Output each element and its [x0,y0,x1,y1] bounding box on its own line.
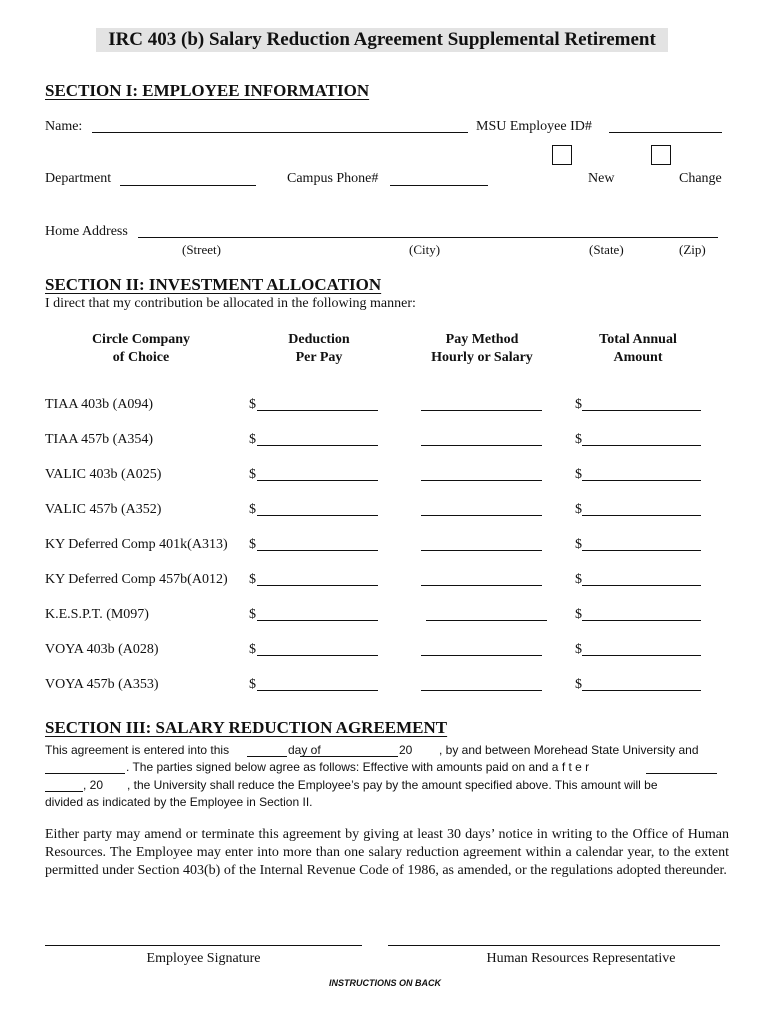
deduction-currency: $ [249,537,256,552]
deduction-currency: $ [249,397,256,412]
pay-method-field[interactable] [421,550,542,551]
company-option[interactable]: TIAA 457b (A354) [45,432,154,447]
pay-method-field[interactable] [426,620,547,621]
column-header-total-annual: Total Annual Amount [599,332,677,365]
section-1-heading: SECTION I: EMPLOYEE INFORMATION [45,81,370,100]
section-2-intro: I direct that my contribution be allocated in the following manner: [45,296,416,311]
employee-id-label: MSU Employee ID# [476,119,592,134]
pay-method-field[interactable] [421,515,542,516]
campus-phone-field[interactable] [390,185,488,186]
deduction-currency: $ [249,677,256,692]
column-header-company: Circle Company of Choice [91,332,191,365]
company-option[interactable]: VOYA 457b (A353) [45,677,159,692]
pay-method-field[interactable] [421,655,542,656]
agreement-text-1b: day of [288,743,321,757]
agreement-text-2a: . The parties signed below agree as follows: Effective with amounts paid on and a f t e r [126,760,590,774]
new-checkbox[interactable] [552,145,572,165]
total-annual-field[interactable] [582,620,701,621]
change-checkbox[interactable] [651,145,671,165]
deduction-currency: $ [249,572,256,587]
new-label: New [588,171,615,186]
name-label: Name: [45,119,83,134]
section-2-heading: SECTION II: INVESTMENT ALLOCATION [45,275,382,294]
deduction-field[interactable] [257,690,378,691]
total-annual-field[interactable] [582,410,701,411]
deduction-currency: $ [249,467,256,482]
total-annual-field[interactable] [582,445,701,446]
company-option[interactable]: VALIC 457b (A352) [45,502,162,517]
campus-phone-label: Campus Phone# [287,171,379,186]
agreement-text-3b: , the University shall reduce the Employee’s pay by the amount specified above. This amount will be [127,778,658,792]
agreement-day-field[interactable] [247,756,287,757]
total-currency: $ [575,677,582,692]
effective-date-field[interactable] [646,773,717,774]
effective-month-field[interactable] [45,791,83,792]
deduction-field[interactable] [257,480,378,481]
pay-method-field[interactable] [421,445,542,446]
department-label: Department [45,171,112,186]
agreement-text-3a: , 20 [83,778,104,792]
total-annual-field[interactable] [582,655,701,656]
street-caption: (Street) [182,242,221,257]
deduction-field[interactable] [257,445,378,446]
deduction-field[interactable] [257,410,378,411]
zip-caption: (Zip) [679,242,706,257]
section-3-heading: SECTION III: SALARY REDUCTION AGREEMENT [45,718,448,737]
agreement-blank-field[interactable] [45,773,125,774]
company-option[interactable]: VOYA 403b (A028) [45,642,159,657]
deduction-currency: $ [249,502,256,517]
company-option[interactable]: KY Deferred Comp 401k(A313) [45,537,228,552]
column-header-deduction: Deduction Per Pay [288,332,350,365]
total-currency: $ [575,642,582,657]
pay-method-field[interactable] [421,410,542,411]
agreement-text-1a: This agreement is entered into this [45,743,230,757]
total-currency: $ [575,432,582,447]
total-currency: $ [575,607,582,622]
deduction-field[interactable] [257,515,378,516]
hr-signature-line[interactable] [388,945,720,946]
deduction-currency: $ [249,607,256,622]
employee-signature-line[interactable] [45,945,362,946]
employee-id-field[interactable] [609,132,722,133]
deduction-field[interactable] [257,585,378,586]
home-address-field[interactable] [138,237,718,238]
deduction-field[interactable] [257,620,378,621]
total-annual-field[interactable] [582,480,701,481]
deduction-field[interactable] [257,550,378,551]
pay-method-field[interactable] [421,690,542,691]
deduction-field[interactable] [257,655,378,656]
company-option[interactable]: KY Deferred Comp 457b(A012) [45,572,228,587]
agreement-month-field[interactable] [300,756,398,757]
agreement-text-4: divided as indicated by the Employee in Section II. [45,795,313,809]
total-currency: $ [575,572,582,587]
deduction-currency: $ [249,642,256,657]
total-annual-field[interactable] [582,585,701,586]
total-currency: $ [575,502,582,517]
name-field[interactable] [92,132,468,133]
pay-method-field[interactable] [421,480,542,481]
total-annual-field[interactable] [582,515,701,516]
column-header-pay-method: Pay Method Hourly or Salary [431,332,533,365]
total-annual-field[interactable] [582,550,701,551]
agreement-text-1d: , by and between Morehead State University and [439,743,699,757]
form-title: IRC 403 (b) Salary Reduction Agreement Supplemental Retirement [96,28,668,52]
city-caption: (City) [409,242,441,257]
instructions-footer: INSTRUCTIONS ON BACK [329,978,441,988]
deduction-currency: $ [249,432,256,447]
agreement-text-1c: 20 [399,743,413,757]
home-address-label: Home Address [45,224,128,239]
employee-signature-label: Employee Signature [146,951,261,966]
hr-signature-label: Human Resources Representative [486,951,676,966]
total-currency: $ [575,397,582,412]
department-field[interactable] [120,185,256,186]
amendment-paragraph: Either party may amend or terminate this agreement by giving at least 30 days’ notice in writing to the Office of Human Resources. The Employee may enter into more than one salary reduction agreement within a calendar year, to the extent permitted under Section 403(b) of the Internal Revenue Code of 1986, as amended, or the regulations adopted thereunder. [45,827,729,878]
pay-method-field[interactable] [421,585,542,586]
total-annual-field[interactable] [582,690,701,691]
total-currency: $ [575,467,582,482]
company-option[interactable]: K.E.S.P.T. (M097) [45,607,149,622]
total-currency: $ [575,537,582,552]
company-option[interactable]: VALIC 403b (A025) [45,467,162,482]
change-label: Change [679,171,722,186]
company-option[interactable]: TIAA 403b (A094) [45,397,154,412]
state-caption: (State) [589,242,624,257]
